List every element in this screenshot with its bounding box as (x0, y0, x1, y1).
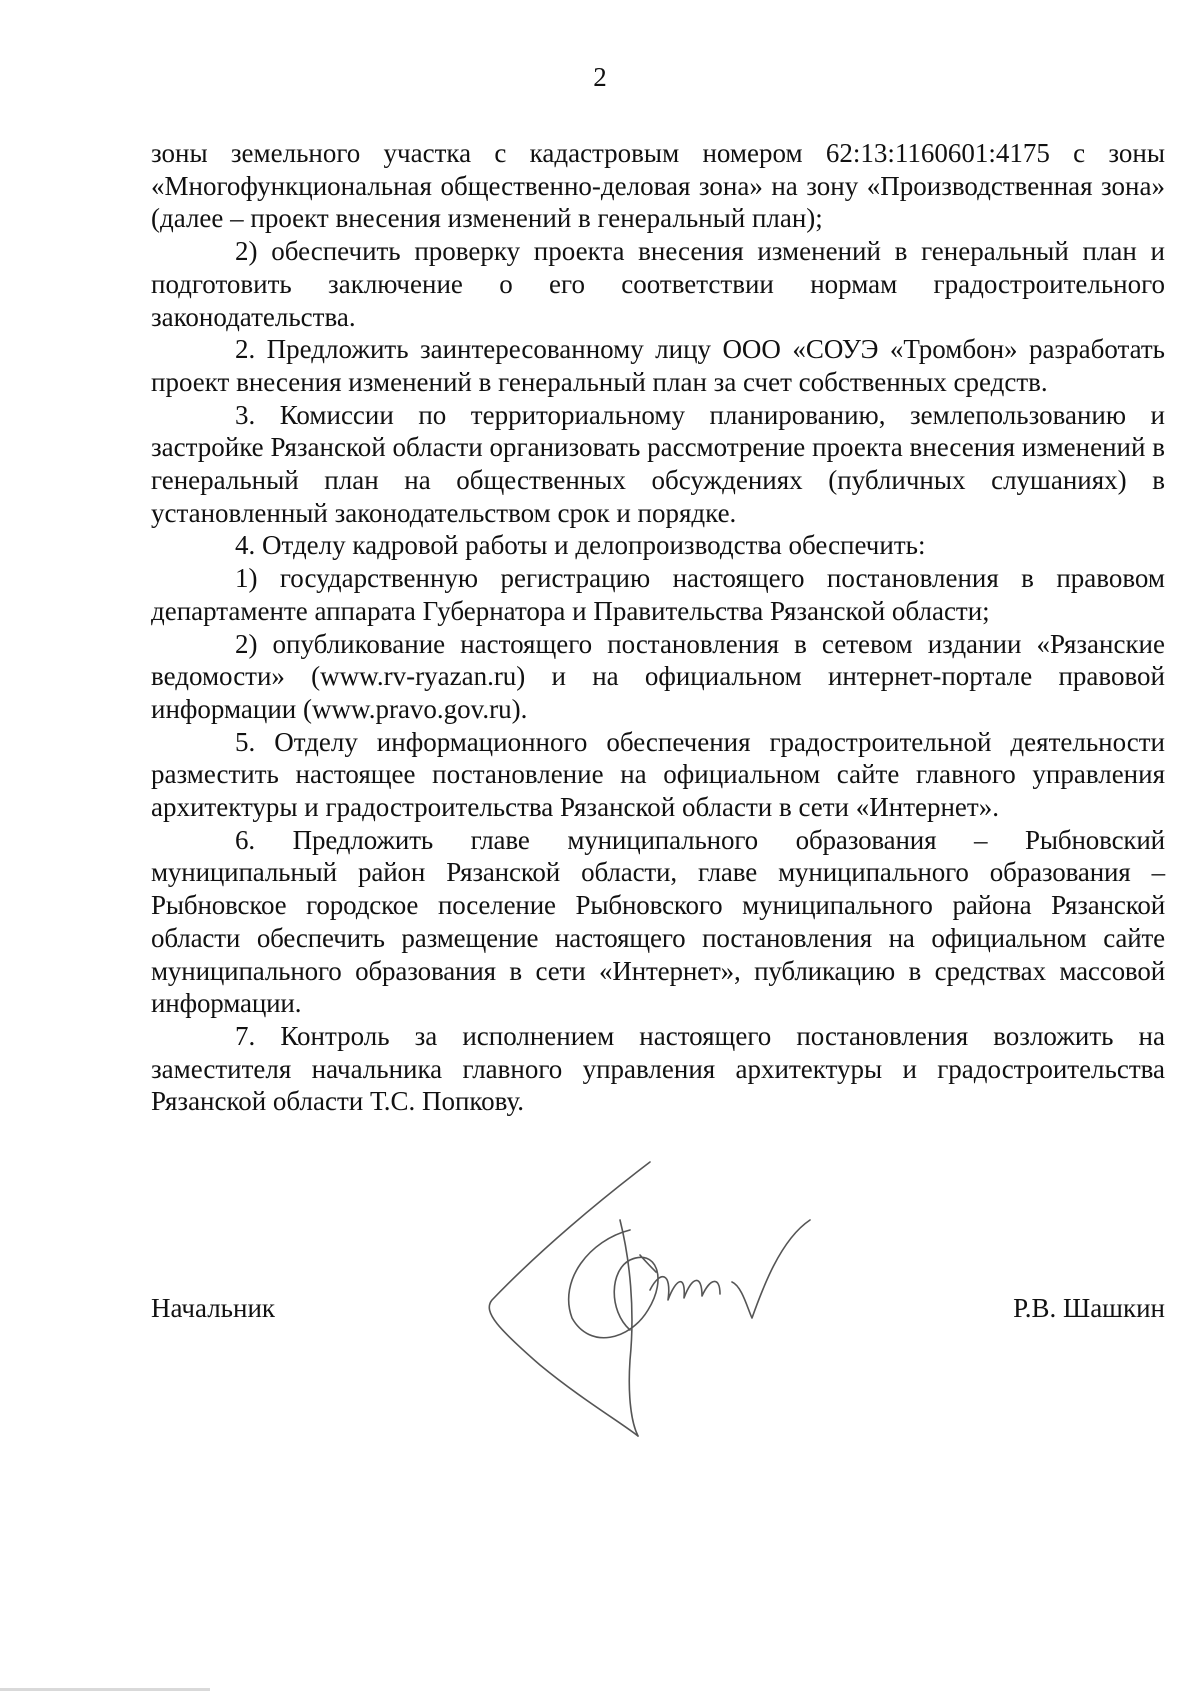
scan-edge-mark (0, 1688, 210, 1691)
page-number: 2 (593, 62, 607, 92)
paragraph-item-5: 5. Отделу информационного обеспечения градостроительной деятельности разместить настоящее постановление на официальном сайте главного управления архитектуры и градостроительства Рязанской области в сети «Интернет». (151, 726, 1165, 823)
signatory-name: Р.В. Шашкин (1013, 1293, 1165, 1323)
paragraph-item-4: 4. Отделу кадровой работы и делопроизводства обеспечить: (235, 530, 926, 561)
paragraph-item-7: 7. Контроль за исполнением настоящего постановления возложить на заместителя начальника главного управления архитектуры и градостроительства Рязанской области Т.С. Попкову. (151, 1020, 1165, 1117)
signatory-position: Начальник (151, 1293, 276, 1323)
signature-block (151, 1292, 1165, 1332)
paragraph-item-6: 6. Предложить главе муниципального образования – Рыбновский муниципальный район Рязанской области, главе муниципального образования – Рыбновское городское поселение Рыбновского муниципального района Рязанской области обеспечить размещение настоящего постановления на официальном сайте муниципального образования в сети «Интернет», публикацию в средствах массовой информации. (151, 824, 1165, 1019)
paragraph-item-2: 2. Предложить заинтересованному лицу ООО «СОУЭ «Тромбон» разработать проект внесения изменений в генеральный план за счет собственных средств. (151, 334, 1165, 397)
document-body (151, 137, 1165, 1118)
paragraph-item-4-1: 1) государственную регистрацию настоящего постановления в правовом департаменте аппарата Губернатора и Правительства Рязанской области; (151, 563, 1165, 626)
paragraph-continuation: зоны земельного участка с кадастровым номером 62:13:1160601:4175 с зоны «Многофункциональная общественно-деловая зона» на зону «Производственная зона» (далее – проект внесения изменений в генеральный план); (151, 138, 1165, 234)
paragraph-item-3: 3. Комиссии по территориальному планированию, землепользованию и застройке Рязанской области организовать рассмотрение проекта внесения изменений в генеральный план на общественных обсуждениях (публичных слушаниях) в установленный законодательством срок и порядке. (151, 399, 1165, 528)
paragraph-item-1-2: 2) обеспечить проверку проекта внесения изменений в генеральный план и подготовить заключение о его соответствии нормам градостроительного законодательства. (151, 236, 1165, 332)
paragraph-item-4-2: 2) опубликование настоящего постановления в сетевом издании «Рязанские ведомости» (www.rv-ryazan.ru) и на официальном интернет-портале правовой информации (www.pravo.gov.ru). (151, 628, 1165, 724)
